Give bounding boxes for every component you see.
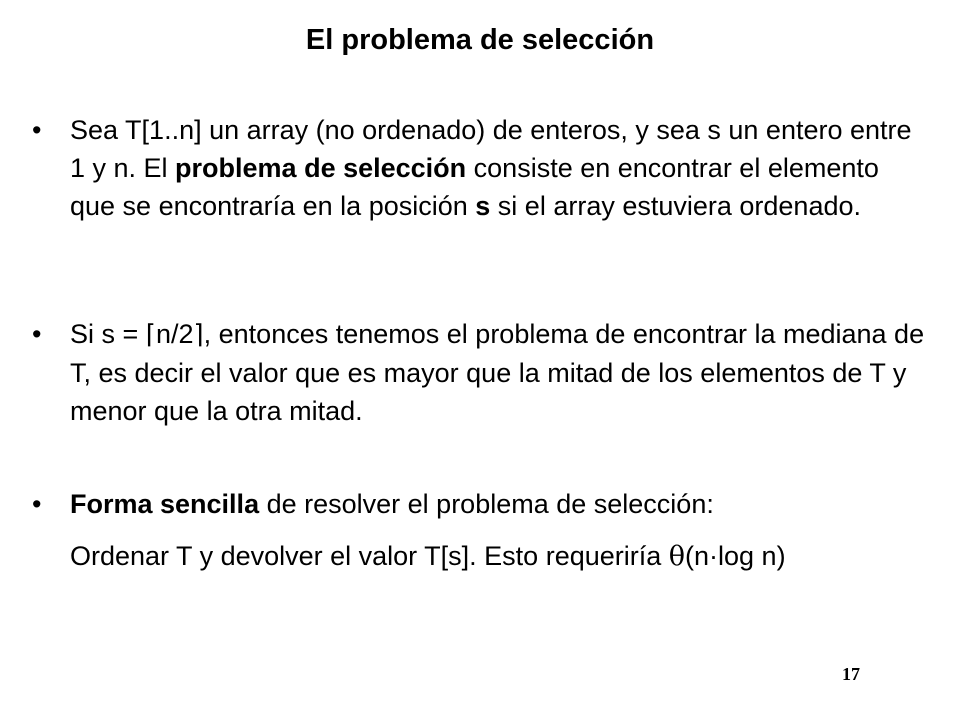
theta-symbol: θ [668, 541, 686, 572]
simple-method-detail-line [70, 537, 786, 576]
page-number: 17 [842, 664, 860, 684]
bullet-text [70, 315, 930, 430]
bullet-text-segment: Sea T[1..n] un array (no ordenado) de enteros, y sea s un entero entre 1 y n. El [70, 115, 912, 183]
bullet-text [70, 111, 930, 225]
ceiling-right-bracket: ⌉ [193, 320, 204, 350]
detail-text-segment: Ordenar T y devolver el valor T[s]. Esto requeriría [70, 541, 669, 571]
bullet-item-simple-method [32, 485, 932, 523]
bullet-dot: • [32, 489, 42, 519]
bullet-text-segment: consiste en encontrar el elemento que se encontraría en la posición [70, 153, 879, 221]
complexity-expression: (n·log n) [685, 541, 786, 571]
bullet-dot: • [32, 319, 42, 349]
bold-term-simple-way: Forma sencilla [70, 489, 260, 519]
bullet-text-segment: de resolver el problema de selección: [259, 489, 714, 519]
bullet-item-definition [32, 111, 932, 225]
bullet-text-segment: Si s = [70, 319, 146, 349]
slide-title: El problema de selección [305, 24, 655, 56]
bullet-item-median [32, 315, 932, 430]
bullet-text-segment: , entonces tenemos el problema de encontrar la mediana de T, es decir el valor que es mayor que la mitad de los elementos de T y menor que la otra mitad. [70, 319, 925, 426]
bold-term-selection-problem: problema de selección [175, 153, 467, 183]
bullet-text-segment: si el array estuviera ordenado. [490, 191, 861, 221]
ceiling-content: n/2 [155, 319, 194, 349]
bullet-dot: • [32, 115, 42, 145]
ceiling-left-bracket: ⌈ [145, 320, 156, 350]
bullet-text [70, 485, 930, 523]
bold-term-s: s [475, 191, 491, 221]
